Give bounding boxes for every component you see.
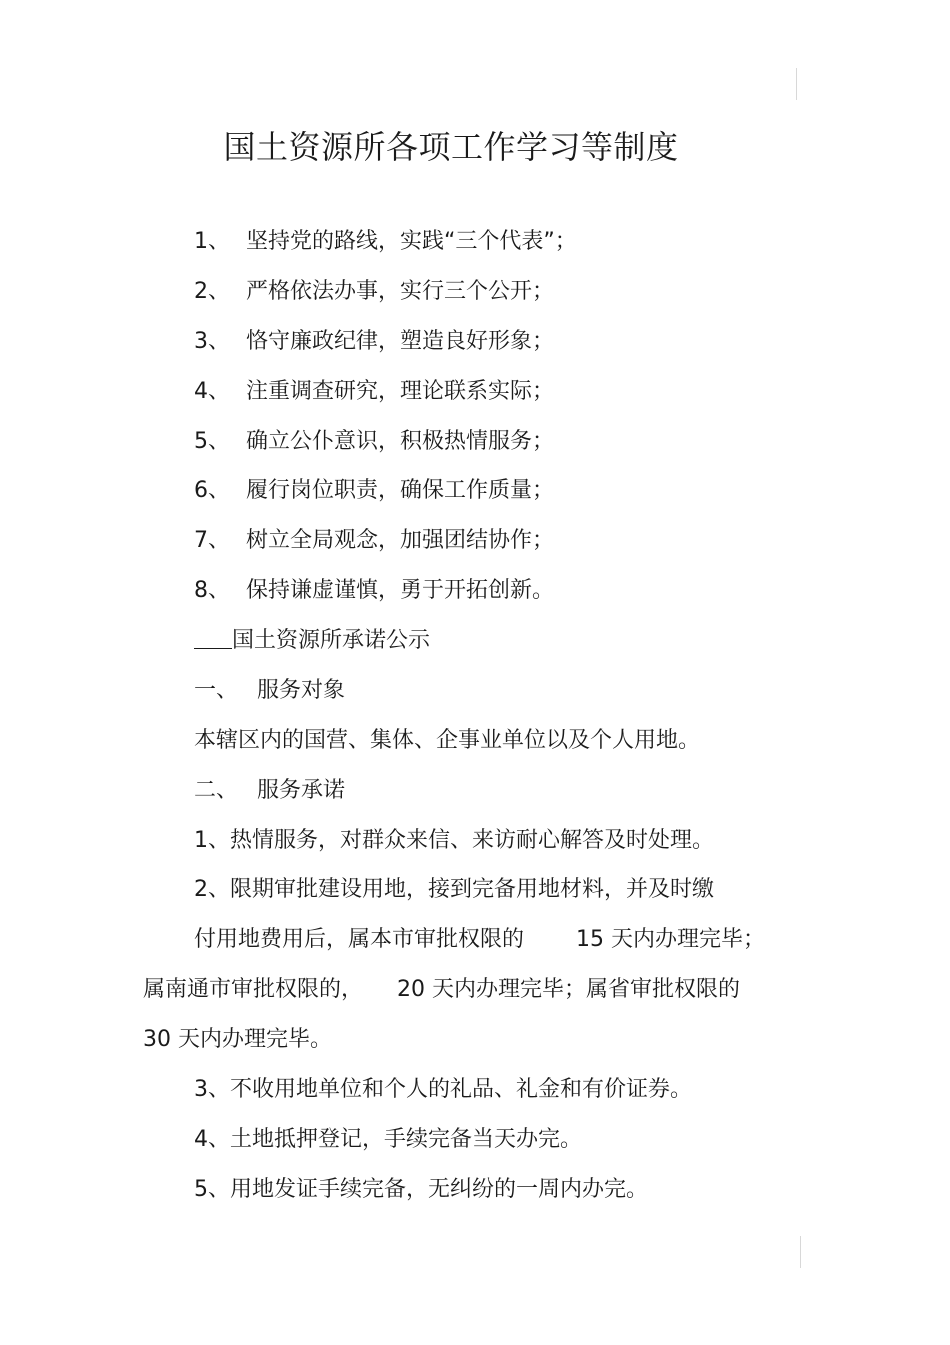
rule-item-8 [194, 577, 554, 605]
rule-number: 5、 [194, 429, 230, 454]
section-heading-2 [194, 777, 345, 805]
rule-number: 8、 [194, 578, 230, 603]
promise-heading-text: 国土资源所承诺公示 [232, 628, 431, 653]
commitment-4: 4、土地抵押登记，手续完备当天办完。 [194, 1127, 582, 1152]
rule-number: 4、 [194, 379, 230, 404]
commitment-3: 3、不收用地单位和个人的礼品、礼金和有价证券。 [194, 1077, 692, 1102]
rule-number: 7、 [194, 528, 230, 553]
rule-text: 严格依法办事，实行三个公开； [246, 279, 555, 304]
section-heading-1 [194, 677, 345, 705]
rule-text: 注重调查研究，理论联系实际； [246, 379, 555, 404]
section-number: 二、 [194, 778, 239, 803]
rule-item-6 [194, 477, 554, 505]
rule-text: 树立全局观念，加强团结协作； [246, 528, 555, 553]
rule-item-1 [194, 228, 577, 256]
rule-text: 坚持党的路线，实践“三个代表”； [246, 229, 577, 254]
rule-text: 保持谦虚谨慎，勇于开拓创新。 [246, 578, 555, 603]
commitment-text: 属南通市审批权限的， [143, 977, 364, 1002]
commitment-5: 5、用地发证手续完备，无纠纷的一周内办完。 [194, 1177, 648, 1202]
commitment-text: 付用地费用后，属本市审批权限的 [194, 927, 525, 952]
commitment-text: 20 天内办理完毕；属省审批权限的 [397, 977, 741, 1002]
commitment-2-line-3 [143, 976, 740, 1004]
section-title: 服务承诺 [257, 778, 346, 803]
rule-number: 3、 [194, 329, 230, 354]
rule-text: 恪守廉政纪律，塑造良好形象； [246, 329, 555, 354]
page-corner-mark-bottom [800, 1236, 801, 1268]
rule-item-7 [194, 527, 554, 555]
commitment-1: 1、热情服务，对群众来信、来访耐心解答及时处理。 [194, 828, 714, 853]
blank-underline [194, 628, 232, 649]
rule-number: 6、 [194, 478, 230, 503]
rule-text: 确立公仆意识，积极热情服务； [246, 429, 555, 454]
rule-number: 1、 [194, 229, 230, 254]
commitment-2-line-1: 2、限期审批建设用地，接到完备用地材料，并及时缴 [194, 877, 714, 902]
rule-item-2 [194, 278, 554, 306]
document-title: 国土资源所各项工作学习等制度 [223, 128, 679, 166]
commitment-2-line-2 [194, 926, 765, 954]
rule-number: 2、 [194, 279, 230, 304]
commitment-2-line-4: 30 天内办理完毕。 [143, 1027, 332, 1052]
promise-heading [194, 627, 430, 655]
rule-text: 履行岗位职责，确保工作质量； [246, 478, 555, 503]
rule-item-4 [194, 378, 554, 406]
section-title: 服务对象 [257, 678, 346, 703]
commitment-text: 15 天内办理完毕； [576, 927, 766, 952]
section-number: 一、 [194, 678, 239, 703]
page-corner-mark-top [796, 68, 797, 100]
rule-item-5 [194, 428, 554, 456]
section-1-body: 本辖区内的国营、集体、企事业单位以及个人用地。 [194, 728, 701, 753]
rule-item-3 [194, 328, 554, 356]
